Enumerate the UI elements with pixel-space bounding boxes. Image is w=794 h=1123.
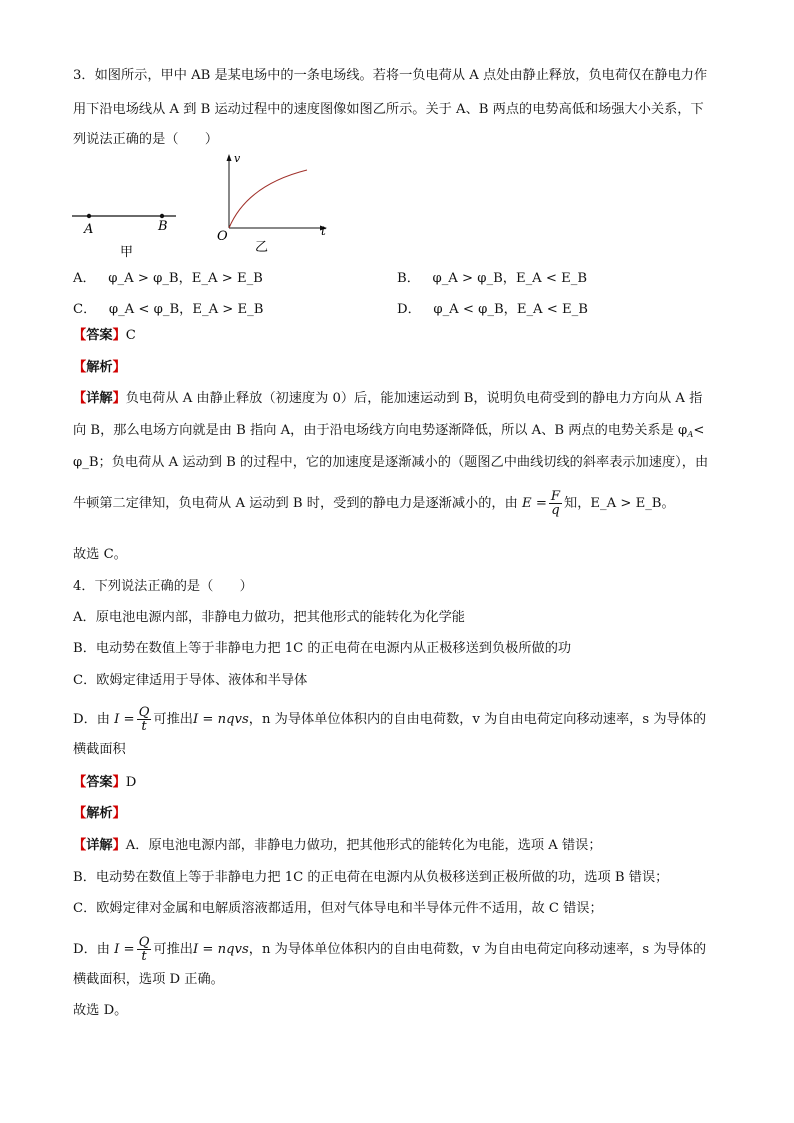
q4-option-d: D．由 I = $\frac{Q}{t}$ 可推出I = nqvs，n 为导体单位体积内的自由电荷数，v 为自由电荷定向移动速率，s 为导体的: [73, 705, 707, 734]
t-axis-label: t: [321, 224, 326, 238]
i-formula-fraction-detail: $\frac{Q}{t}$: [138, 935, 150, 964]
q4-detail-a: 【详解】A．原电池电源内部，非静电力做功，把其他形式的能转化为电能，选项 A 错误；: [73, 838, 602, 853]
i-formula-fraction: $\frac{Q}{t}$: [138, 705, 150, 734]
q3-detail-line-3: φ_B；负电荷从 A 运动到 B 的过程中，它的加速度是逐渐减小的（题图乙中曲线切线的斜率表示加速度），由: [73, 455, 709, 470]
q3-option-a-text: φ_A > φ_B，E_A > E_B: [108, 271, 263, 286]
q3-detail-line-1: 【详解】负电荷从 A 由静止释放（初速度为 0）后，能加速运动到 B，说明负电荷受到的静电力方向从 A 指: [73, 391, 703, 406]
q4-detail-d-line-2: 横截面积，选项 D 正确。: [73, 972, 224, 987]
q4-detail-d: D．由 I = $\frac{Q}{t}$ 可推出I = nqvs，n 为导体单位体积内的自由电荷数，v 为自由电荷定向移动速率，s 为导体的: [73, 935, 707, 964]
v-axis-label: v: [234, 152, 241, 165]
v-axis-arrow: [227, 154, 232, 161]
e-formula-fraction: $\frac{F}{q}$: [550, 489, 561, 518]
q4-option-b: B．电动势在数值上等于非静电力把 1C 的正电荷在电源内从正极移送到负极所做的功: [73, 641, 572, 656]
q3-option-b-text: φ_A > φ_B，E_A < E_B: [432, 271, 588, 286]
q4-option-c: C．欧姆定律适用于导体、液体和半导体: [73, 673, 308, 688]
q3-detail-line-2: 向 B，那么电场方向就是由 B 指向 A，由于沿电场线方向电势逐渐降低，所以 A、B 两点的电势关系是 $\varphi_A<$: [73, 423, 705, 440]
origin-label: O: [217, 229, 228, 244]
q3-analysis-heading: 【解析】: [73, 360, 126, 375]
q4-stem: 4．下列说法正确的是（ ）: [73, 579, 253, 594]
point-b: [160, 214, 164, 218]
q4-detail-b: B．电动势在数值上等于非静电力把 1C 的正电荷在电源内从负极移送到正极所做的功，选项 B 错误；: [73, 870, 669, 885]
figure-jia: [70, 205, 190, 265]
q3-stem-line-2: 用下沿电场线从 A 到 B 运动过程中的速度图像如图乙所示。关于 A、B 两点的电势高低和场强大小关系，下: [73, 102, 704, 117]
velocity-curve: [229, 170, 307, 228]
q4-answer: 【答案】D: [73, 775, 137, 790]
q3-option-c: C． φ_A < φ_B，E_A > E_B: [73, 302, 264, 317]
q3-option-d: D． φ_A < φ_B，E_A < E_B: [397, 302, 588, 317]
q4-detail-c: C．欧姆定律对金属和电解质溶液都适用，但对气体导电和半导体元件不适用，故 C 错误；: [73, 901, 603, 916]
q3-conclusion: 故选 C。: [73, 547, 127, 562]
figure-jia-caption: 甲: [120, 245, 134, 260]
q4-conclusion: 故选 D。: [73, 1003, 128, 1018]
q3-option-b: B． φ_A > φ_B，E_A < E_B: [397, 271, 588, 286]
q4-answer-value: D: [125, 775, 137, 790]
q3-answer: 【答案】C: [73, 328, 136, 343]
q4-option-a: A．原电池电源内部，非静电力做功，把其他形式的能转化为化学能: [73, 610, 465, 625]
q3-detail-line-4: 牛顿第二定律知，负电荷从 A 运动到 B 时，受到的静电力是逐渐减小的，由 E = $\frac{F}{q}$ 知，E_A > E_B。: [73, 489, 675, 518]
figure-yi-caption: 乙: [255, 240, 269, 255]
q3-answer-value: C: [125, 328, 136, 343]
q4-analysis-heading: 【解析】: [73, 806, 126, 821]
q3-stem-line-3: 列说法正确的是（ ）: [73, 132, 219, 147]
q3-option-a: A． φ_A > φ_B，E_A > E_B: [73, 271, 263, 286]
q3-option-d-text: φ_A < φ_B，E_A < E_B: [433, 302, 588, 317]
q4-option-d-line-2: 横截面积: [73, 742, 126, 757]
figure-yi: [212, 150, 337, 260]
point-b-label: B: [158, 219, 168, 234]
q3-stem-line-1: 3．如图所示，甲中 AB 是某电场中的一条电场线。若将一负电荷从 A 点处由静止释放，负电荷仅在静电力作: [73, 68, 708, 83]
point-a-label: A: [84, 222, 94, 237]
point-a: [87, 214, 91, 218]
q3-option-c-text: φ_A < φ_B，E_A > E_B: [108, 302, 264, 317]
